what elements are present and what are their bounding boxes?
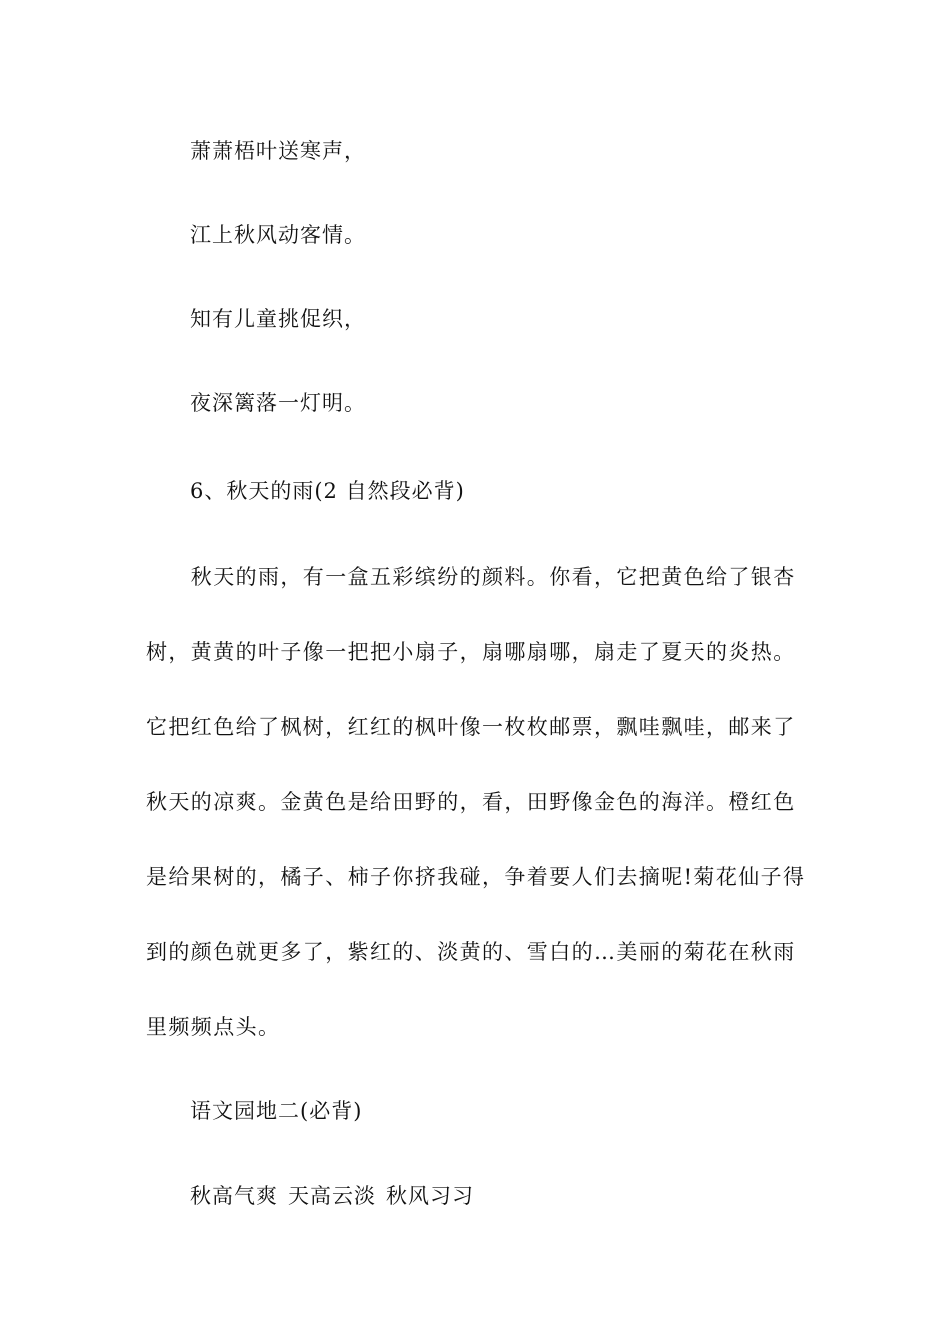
- paragraph-line: 它把红色给了枫树，红红的枫叶像一枚枚邮票，飘哇飘哇，邮来了: [146, 715, 796, 739]
- poem-line-2: 江上秋风动客情。: [190, 223, 366, 247]
- section-heading-chinese-garden: 语文园地二(必背): [190, 1099, 363, 1123]
- phrase: 秋风习习: [386, 1184, 474, 1208]
- phrase-row: [190, 1183, 474, 1209]
- phrase: 秋高气爽: [190, 1184, 278, 1208]
- paragraph-line: 里频频点头。: [146, 1015, 281, 1039]
- section-heading-autumn-rain: 6、秋天的雨(2 自然段必背): [190, 479, 465, 503]
- paragraph-line: 树，黄黄的叶子像一把把小扇子，扇哪扇哪，扇走了夏天的炎热。: [146, 640, 796, 664]
- paragraph-line: 到的颜色就更多了，紫红的、淡黄的、雪白的…美丽的菊花在秋雨: [146, 940, 796, 964]
- poem-line-4: 夜深篱落一灯明。: [190, 391, 366, 415]
- poem-line-3: 知有儿童挑促织，: [190, 307, 366, 331]
- poem-line-1: 萧萧梧叶送寒声，: [190, 139, 366, 163]
- phrase: 天高云淡: [288, 1184, 376, 1208]
- paragraph-line: 是给果树的，橘子、柿子你挤我碰，争着要人们去摘呢!菊花仙子得: [146, 865, 806, 889]
- paragraph-line: 秋天的凉爽。金黄色是给田野的，看，田野像金色的海洋。橙红色: [146, 790, 796, 814]
- paragraph-line: 秋天的雨，有一盒五彩缤纷的颜料。你看，它把黄色给了银杏: [146, 565, 796, 589]
